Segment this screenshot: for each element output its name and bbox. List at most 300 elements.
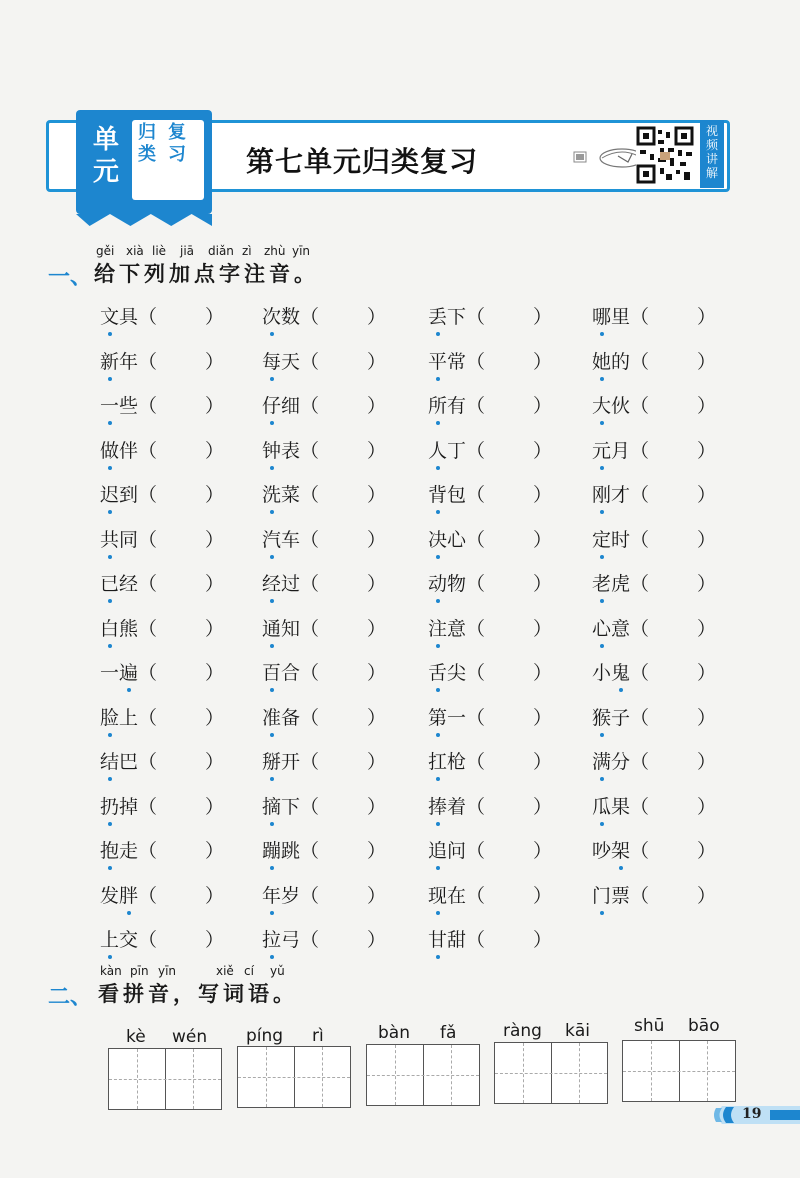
pinyin: gěi	[96, 244, 115, 258]
paren-open: （	[630, 395, 650, 417]
word-char: 具	[119, 306, 139, 328]
paren-close: ）	[697, 439, 717, 462]
writing-grid[interactable]	[494, 1042, 608, 1104]
word-char: 刚	[592, 480, 611, 507]
pinyin: kàn	[100, 964, 122, 978]
paren-close: ）	[367, 706, 387, 729]
paren-open: （	[300, 929, 320, 951]
paren-open: （	[138, 306, 158, 328]
paren-close: ）	[533, 662, 553, 684]
word-item	[592, 302, 716, 329]
word-item	[428, 925, 552, 952]
word-char: 胖	[119, 881, 138, 908]
paren-open: （	[138, 395, 158, 417]
word-char: 人	[428, 436, 447, 463]
paren-open: （	[466, 395, 486, 417]
word-item	[428, 480, 552, 507]
word-char: 包	[447, 484, 467, 506]
paren-open: （	[466, 484, 486, 506]
word-item	[262, 391, 386, 418]
paren-close: ）	[697, 573, 717, 595]
word-item	[262, 347, 386, 374]
word-char: 同	[119, 528, 139, 551]
word-item	[262, 436, 386, 463]
pinyin-label: kāi	[565, 1021, 590, 1041]
paren-close: ）	[697, 350, 717, 373]
word-item	[592, 436, 716, 463]
paren-open: （	[630, 350, 650, 373]
word-char: 弓	[281, 929, 301, 951]
word-char: 做	[100, 436, 119, 463]
writing-grid[interactable]	[366, 1044, 480, 1106]
word-char: 掉	[119, 795, 139, 818]
word-item	[100, 347, 224, 374]
word-char: 心	[592, 614, 611, 641]
word-char: 她	[592, 347, 611, 374]
paren-close: ）	[205, 350, 225, 373]
word-char: 物	[447, 573, 467, 595]
word-char: 白	[100, 614, 119, 641]
writing-grid[interactable]	[237, 1046, 351, 1108]
video-label: 视频讲解	[706, 124, 719, 180]
pinyin: zì	[242, 244, 252, 258]
paren-close: ）	[367, 617, 387, 640]
paren-close: ）	[533, 395, 553, 417]
word-item	[262, 747, 386, 774]
word-item	[100, 792, 224, 819]
word-char: 甜	[447, 929, 467, 951]
paren-close: ）	[367, 929, 387, 951]
paren-open: （	[300, 350, 320, 373]
pinyin: liè	[152, 244, 167, 258]
paren-close: ）	[367, 439, 387, 462]
word-item	[100, 836, 224, 863]
word-char: 在	[447, 884, 467, 907]
word-char: 平	[428, 347, 447, 374]
page-number-badge	[712, 1104, 800, 1126]
word-char: 仔	[262, 391, 281, 418]
word-char: 已	[100, 569, 119, 596]
word-char: 一	[447, 706, 467, 729]
word-char: 才	[611, 484, 631, 506]
word-char: 尖	[447, 662, 467, 684]
word-char: 注	[428, 614, 447, 641]
paren-close: ）	[367, 395, 387, 417]
word-char: 问	[447, 840, 467, 862]
paren-open: （	[300, 528, 320, 551]
section-1-number: 一、	[48, 265, 93, 290]
word-char: 下	[281, 795, 301, 818]
word-char: 拉	[262, 925, 281, 952]
word-char: 丢	[428, 302, 447, 329]
section-2-number: 二、	[48, 985, 93, 1010]
word-char: 满	[592, 747, 611, 774]
word-item	[592, 614, 716, 641]
word-item	[100, 569, 224, 596]
word-item	[592, 525, 716, 552]
word-item	[592, 480, 716, 507]
word-char: 年	[262, 881, 281, 908]
paren-close: ）	[367, 751, 387, 773]
word-char: 走	[119, 840, 139, 862]
word-char: 开	[281, 751, 301, 773]
word-char: 分	[611, 751, 631, 773]
pinyin: xiě	[216, 964, 234, 978]
paren-close: ）	[533, 795, 553, 818]
word-char: 年	[119, 350, 139, 373]
paren-open: （	[138, 439, 158, 462]
word-char: 瓜	[592, 792, 611, 819]
paren-open: （	[466, 706, 486, 729]
word-item	[592, 703, 716, 730]
paren-close: ）	[697, 484, 717, 506]
word-item	[428, 302, 552, 329]
pinyin: yīn	[158, 964, 177, 978]
word-char: 交	[119, 929, 139, 951]
word-item	[428, 792, 552, 819]
paren-open: （	[466, 662, 486, 684]
paren-close: ）	[205, 306, 225, 328]
paren-close: ）	[697, 306, 717, 328]
word-char: 第	[428, 703, 447, 730]
word-char: 些	[119, 395, 139, 417]
word-char: 伙	[611, 395, 631, 417]
word-item	[428, 614, 552, 641]
paren-close: ）	[533, 929, 553, 951]
word-char: 文	[100, 302, 119, 329]
word-char: 里	[611, 306, 631, 328]
paren-open: （	[138, 884, 158, 907]
word-char: 扔	[100, 792, 119, 819]
word-item	[428, 347, 552, 374]
word-item	[262, 569, 386, 596]
paren-open: （	[300, 884, 320, 907]
paren-close: ）	[205, 884, 225, 907]
word-item	[592, 569, 716, 596]
word-char: 合	[281, 662, 301, 684]
paren-open: （	[466, 884, 486, 907]
paren-close: ）	[205, 929, 225, 951]
paren-close: ）	[533, 350, 553, 373]
paren-open: （	[630, 439, 650, 462]
paren-open: （	[138, 929, 158, 951]
pinyin-label: shū	[634, 1016, 665, 1036]
unit-char-1: 单	[92, 125, 119, 155]
word-char: 常	[447, 350, 467, 373]
paren-open: （	[138, 528, 158, 551]
word-char: 钟	[262, 436, 281, 463]
section-1-title: 给下列加点字注音。	[94, 261, 319, 286]
pinyin: xià	[126, 244, 144, 258]
word-item	[428, 703, 552, 730]
word-char: 着	[447, 795, 467, 818]
word-char: 脸	[100, 703, 119, 730]
paren-close: ）	[533, 884, 553, 907]
paren-open: （	[300, 617, 320, 640]
word-char: 下	[447, 306, 467, 328]
pinyin: cí	[244, 964, 254, 978]
word-item	[100, 480, 224, 507]
word-item	[262, 881, 386, 908]
word-item	[262, 658, 386, 685]
paren-close: ）	[367, 884, 387, 907]
word-char: 枪	[447, 751, 467, 773]
word-char: 有	[447, 395, 467, 417]
word-item	[428, 881, 552, 908]
paren-open: （	[138, 573, 158, 595]
word-char: 百	[262, 658, 281, 685]
paren-close: ）	[533, 573, 553, 595]
paren-close: ）	[205, 706, 225, 729]
qr-code-icon[interactable]	[636, 126, 694, 184]
paren-open: （	[630, 528, 650, 551]
word-char: 上	[119, 706, 139, 729]
paren-open: （	[466, 439, 486, 462]
pinyin: pīn	[130, 964, 149, 978]
paren-open: （	[630, 617, 650, 640]
section-2-title: 看拼音，写词语。	[98, 981, 298, 1006]
word-char: 舌	[428, 658, 447, 685]
word-item	[428, 391, 552, 418]
paren-open: （	[630, 751, 650, 773]
unit-char-2: 元	[92, 157, 119, 187]
word-char: 表	[281, 439, 301, 462]
word-char: 备	[281, 706, 301, 729]
word-char: 鬼	[611, 658, 630, 685]
word-char: 意	[611, 617, 631, 640]
paren-open: （	[300, 795, 320, 818]
paren-open: （	[466, 528, 486, 551]
word-char: 大	[592, 391, 611, 418]
word-item	[428, 569, 552, 596]
paren-open: （	[466, 795, 486, 818]
word-char: 知	[281, 617, 301, 640]
word-item	[592, 658, 716, 685]
word-char: 熊	[119, 617, 139, 640]
word-item	[592, 747, 716, 774]
word-char: 的	[611, 350, 631, 373]
paren-open: （	[630, 573, 650, 595]
word-char: 捧	[428, 792, 447, 819]
paren-close: ）	[205, 484, 225, 506]
word-char: 心	[447, 528, 467, 551]
pinyin-label: píng	[246, 1026, 284, 1046]
paren-close: ）	[533, 706, 553, 729]
pinyin: yǔ	[270, 964, 285, 978]
word-char: 次	[262, 302, 281, 329]
paren-close: ）	[205, 528, 225, 551]
pinyin-label: wén	[172, 1027, 208, 1047]
pinyin-label: bàn	[378, 1023, 410, 1043]
word-char: 哪	[592, 302, 611, 329]
paren-close: ）	[697, 395, 717, 417]
paren-open: （	[300, 439, 320, 462]
paren-open: （	[630, 840, 650, 862]
paren-open: （	[138, 484, 158, 506]
word-char: 经	[119, 573, 139, 595]
paren-close: ）	[205, 662, 225, 684]
word-item	[100, 302, 224, 329]
paren-close: ）	[697, 884, 717, 907]
word-item	[100, 658, 224, 685]
paren-open: （	[630, 795, 650, 818]
word-char: 虎	[611, 573, 631, 595]
word-char: 丁	[447, 439, 467, 462]
word-char: 定	[592, 525, 611, 552]
paren-close: ）	[205, 395, 225, 417]
pinyin: yīn	[292, 244, 311, 258]
paren-close: ）	[367, 795, 387, 818]
word-char: 票	[611, 884, 631, 907]
word-char: 共	[100, 525, 119, 552]
paren-close: ）	[533, 439, 553, 462]
pinyin-label: kè	[126, 1027, 146, 1047]
video-tag[interactable]	[700, 120, 724, 188]
word-char: 甘	[428, 925, 447, 952]
pinyin-label: rì	[312, 1026, 324, 1046]
word-item	[428, 436, 552, 463]
word-char: 吵	[592, 840, 612, 862]
word-char: 架	[611, 836, 630, 863]
paren-close: ）	[205, 751, 225, 773]
writing-grid[interactable]	[622, 1040, 736, 1102]
review-label-1: 归类	[138, 122, 156, 165]
paren-open: （	[138, 662, 158, 684]
word-item	[428, 525, 552, 552]
paren-open: （	[466, 840, 486, 862]
word-char: 岁	[281, 884, 301, 907]
paren-close: ）	[367, 528, 387, 551]
pinyin: jiā	[180, 244, 195, 258]
word-char: 到	[119, 484, 139, 506]
word-char: 决	[428, 525, 447, 552]
word-item	[262, 703, 386, 730]
paren-close: ）	[205, 840, 225, 862]
paren-open: （	[466, 573, 486, 595]
writing-grid[interactable]	[108, 1048, 222, 1110]
page-number: 19	[742, 1106, 762, 1122]
word-char: 元	[592, 436, 611, 463]
word-item	[262, 302, 386, 329]
word-item	[100, 391, 224, 418]
paren-close: ）	[533, 306, 553, 328]
paren-close: ）	[697, 528, 717, 551]
word-char: 门	[592, 881, 611, 908]
paren-open: （	[300, 662, 320, 684]
paren-open: （	[466, 306, 486, 328]
paren-open: （	[630, 484, 650, 506]
paren-close: ）	[697, 617, 717, 640]
paren-close: ）	[533, 528, 553, 551]
paren-close: ）	[205, 617, 225, 640]
word-item	[592, 881, 716, 908]
word-char: 月	[611, 439, 631, 462]
paren-open: （	[630, 884, 650, 907]
paren-open: （	[138, 617, 158, 640]
paren-close: ）	[205, 795, 225, 818]
paren-close: ）	[697, 795, 717, 818]
unit-tab	[76, 110, 212, 214]
word-item	[100, 436, 224, 463]
word-char: 发	[100, 884, 120, 907]
word-char: 迟	[100, 480, 119, 507]
paren-open: （	[630, 706, 650, 729]
paren-open: （	[138, 751, 158, 773]
pinyin: zhù	[264, 244, 286, 258]
word-char: 汽	[262, 525, 281, 552]
word-item	[592, 836, 716, 863]
word-char: 每	[262, 347, 281, 374]
word-char: 时	[611, 528, 631, 551]
pinyin-label: ràng	[503, 1021, 542, 1041]
paren-open: （	[300, 306, 320, 328]
word-item	[100, 525, 224, 552]
paren-open: （	[466, 617, 486, 640]
word-char: 车	[281, 528, 301, 551]
word-char: 掰	[262, 747, 281, 774]
paren-close: ）	[367, 662, 387, 684]
paren-open: （	[300, 706, 320, 729]
paren-close: ）	[205, 439, 225, 462]
paren-open: （	[138, 840, 158, 862]
word-char: 遍	[119, 658, 138, 685]
paren-open: （	[466, 751, 486, 773]
word-item	[100, 925, 224, 952]
word-char: 菜	[281, 484, 301, 506]
paren-open: （	[300, 395, 320, 417]
paren-close: ）	[533, 751, 553, 773]
word-char: 蹦	[262, 836, 281, 863]
review-label-2: 复习	[168, 122, 186, 165]
paren-open: （	[300, 840, 320, 862]
word-item	[100, 881, 224, 908]
word-item	[428, 658, 552, 685]
paren-open: （	[138, 795, 158, 818]
word-char: 新	[100, 347, 119, 374]
paren-close: ）	[205, 573, 225, 595]
word-item	[262, 836, 386, 863]
word-char: 抱	[100, 836, 119, 863]
word-char: 伴	[119, 439, 139, 462]
paren-close: ）	[367, 840, 387, 862]
word-char: 洗	[262, 480, 281, 507]
word-item	[100, 703, 224, 730]
paren-close: ）	[367, 573, 387, 595]
word-item	[100, 747, 224, 774]
word-char: 小	[592, 662, 612, 684]
word-char: 扛	[428, 747, 447, 774]
word-char: 过	[281, 573, 301, 595]
paren-close: ）	[697, 751, 717, 773]
word-char: 所	[428, 391, 447, 418]
page-title: 第七单元归类复习	[246, 145, 479, 178]
paren-close: ）	[533, 617, 553, 640]
word-char: 天	[281, 350, 301, 373]
word-item	[262, 792, 386, 819]
word-char: 细	[281, 395, 301, 417]
word-item	[262, 525, 386, 552]
word-char: 猴	[592, 703, 611, 730]
word-item	[262, 925, 386, 952]
word-item	[262, 480, 386, 507]
word-char: 准	[262, 703, 281, 730]
word-char: 背	[428, 480, 447, 507]
word-char: 巴	[119, 751, 139, 773]
paren-open: （	[630, 306, 650, 328]
pinyin-label: bāo	[688, 1016, 720, 1036]
word-char: 通	[262, 614, 281, 641]
word-char: 上	[100, 925, 119, 952]
